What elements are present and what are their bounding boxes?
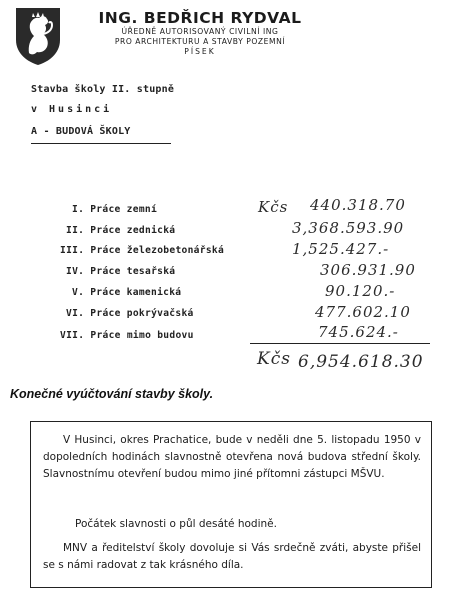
item-amount-3: 1,525.427.- — [292, 240, 390, 258]
total-label: Kčs — [257, 349, 291, 369]
item-label-3: III. Práce železobetonářská — [60, 245, 225, 256]
total-amount: 6,954.618.30 — [298, 352, 424, 372]
letterhead-name: ING. BEDŘICH RYDVAL — [98, 9, 302, 27]
letterhead — [70, 10, 330, 57]
item-amount-6: 477.602.10 — [315, 303, 411, 321]
letterhead-line-1: ÚŘEDNĚ AUTORISOVANÝ CIVILNÍ ING — [121, 27, 279, 36]
document-title-line-3: A - BUDOVÁ ŠKOLY — [31, 126, 131, 137]
sum-rule — [250, 343, 430, 344]
title-underline — [31, 143, 171, 144]
kcs-label-top: Kčs — [258, 198, 289, 216]
notice-paragraph-3: MNV a ředitelství školy dovoluje si Vás srdečně zváti, abyste přišel se s námi radovat z tak krásného díla. — [43, 542, 421, 571]
item-label-4: IV. Práce tesařská — [66, 266, 176, 277]
item-label-7: VII. Práce mimo budovu — [60, 330, 194, 341]
item-label-2: II. Práce zednická — [66, 225, 176, 236]
item-label-6: VI. Práce pokrývačská — [66, 308, 194, 319]
notice-paragraph-1: V Husinci, okres Prachatice, bude v neděli dne 5. listopadu 1950 v dopoledních hodinách slavnostně otevřena nová budova střední školy. Slavnostnímu otevření budou mimo jiné přítomni zástupci MŠVU. — [43, 434, 421, 480]
item-label-1: I. Práce zemní — [72, 204, 158, 215]
item-amount-2: 3,368.593.90 — [292, 219, 405, 237]
item-amount-5: 90.120.- — [325, 282, 396, 300]
invitation-notice-box — [30, 421, 432, 588]
item-amount-7: 745.624.- — [318, 323, 399, 341]
figure-caption: Konečné vyúčtování stavby školy. — [10, 387, 214, 401]
document-title-line-2: v Husinci — [31, 104, 113, 115]
document-title-line-1: Stavba školy II. stupně — [31, 84, 175, 95]
letterhead-town: PÍSEK — [184, 47, 216, 56]
notice-paragraph-2: Počátek slavnosti o půl desáté hodině. — [75, 518, 277, 530]
lion-crest-icon — [14, 6, 62, 66]
letterhead-line-2: PRO ARCHITEKTURU A STAVBY POZEMNÍ — [114, 37, 286, 46]
item-amount-4: 306.931.90 — [320, 261, 416, 279]
item-label-5: V. Práce kamenická — [72, 287, 182, 298]
item-amount-1: 440.318.70 — [310, 196, 406, 214]
